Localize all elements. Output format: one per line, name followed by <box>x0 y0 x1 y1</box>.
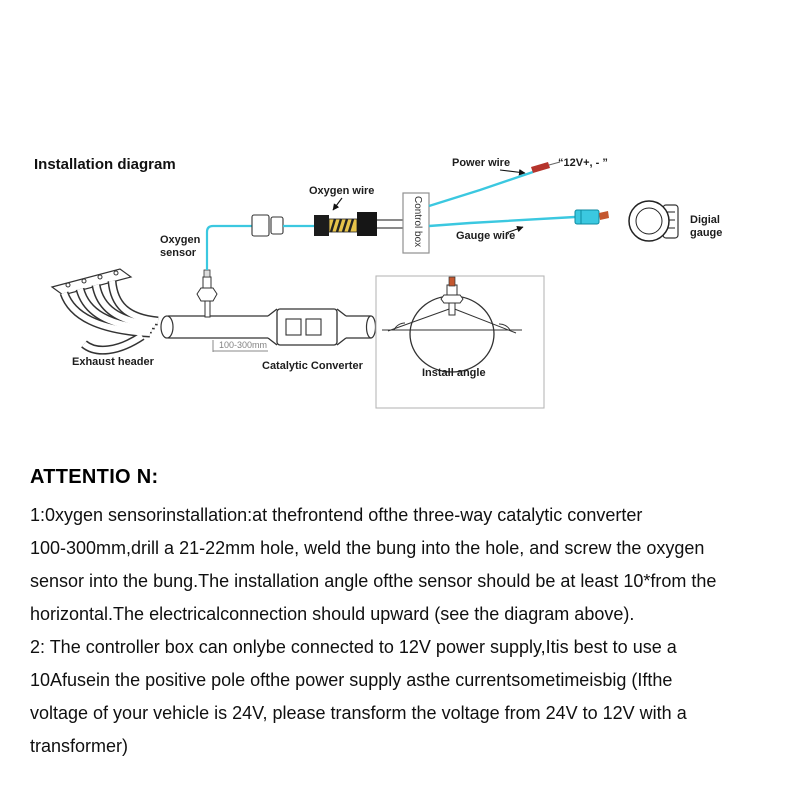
digital-gauge-label: Digial gauge <box>690 214 723 239</box>
attention-text <box>30 499 716 763</box>
catalytic-converter-label: Catalytic Converter <box>262 360 363 372</box>
control-box-label: Control box <box>412 196 423 248</box>
power-wire-label: Power wire <box>452 157 511 169</box>
power-wire-pointer <box>500 170 525 173</box>
black-connector <box>314 215 329 236</box>
gauge-connector <box>575 210 599 224</box>
attention-line: sensor into the bung.The installation angle ofthe sensor should be at least 10*from the <box>30 571 717 591</box>
power-wire-tip <box>531 162 550 173</box>
attention-line: 10Afusein the positive pole ofthe power supply asthe currentsometimeisbig (Ifthe <box>30 670 673 690</box>
voltage-label: “12V+, - ” <box>558 157 608 169</box>
attention-line: 2: The controller box can onlybe connected to 12V power supply,Itis best to use a <box>30 637 677 657</box>
inset-sensor-tip <box>449 303 455 315</box>
gauge-wire-label: Gauge wire <box>456 230 516 242</box>
sensor-connector <box>252 215 269 236</box>
exhaust-header-drawing <box>52 269 173 350</box>
oxygen-sensor-drawing <box>197 270 217 317</box>
attention-line: transformer) <box>30 736 129 756</box>
attention-line: horizontal.The electricalconnection should upward (see the diagram above). <box>30 604 635 624</box>
dimension-label: 100-300mm <box>219 340 268 350</box>
install-angle-inset <box>376 276 544 408</box>
attention-line: 1:0xygen sensorinstallation:at thefrontend ofthe three-way catalytic converter <box>30 505 643 525</box>
control-box-connector <box>357 212 377 236</box>
exhaust-pipe-drawing <box>168 309 376 352</box>
attention-heading: ATTENTIO N: <box>30 466 159 488</box>
attention-line: 100-300mm,drill a 21-22mm hole, weld the bung into the hole, and screw the oxygen <box>30 538 705 558</box>
digital-gauge-drawing <box>629 201 678 241</box>
oxygen-wire-pointer <box>333 198 342 210</box>
oxygen-wire-label: Oxygen wire <box>309 185 375 197</box>
diagram-title: Installation diagram <box>34 156 176 173</box>
install-angle-label: Install angle <box>422 367 486 379</box>
oxygen-sensor-label: Oxygen sensor <box>160 234 201 259</box>
oxygen-wire-drawing <box>207 198 403 270</box>
attention-line: voltage of your vehicle is 24V, please transform the voltage from 24V to 12V with a <box>30 703 687 723</box>
exhaust-header-label: Exhaust header <box>72 356 154 368</box>
